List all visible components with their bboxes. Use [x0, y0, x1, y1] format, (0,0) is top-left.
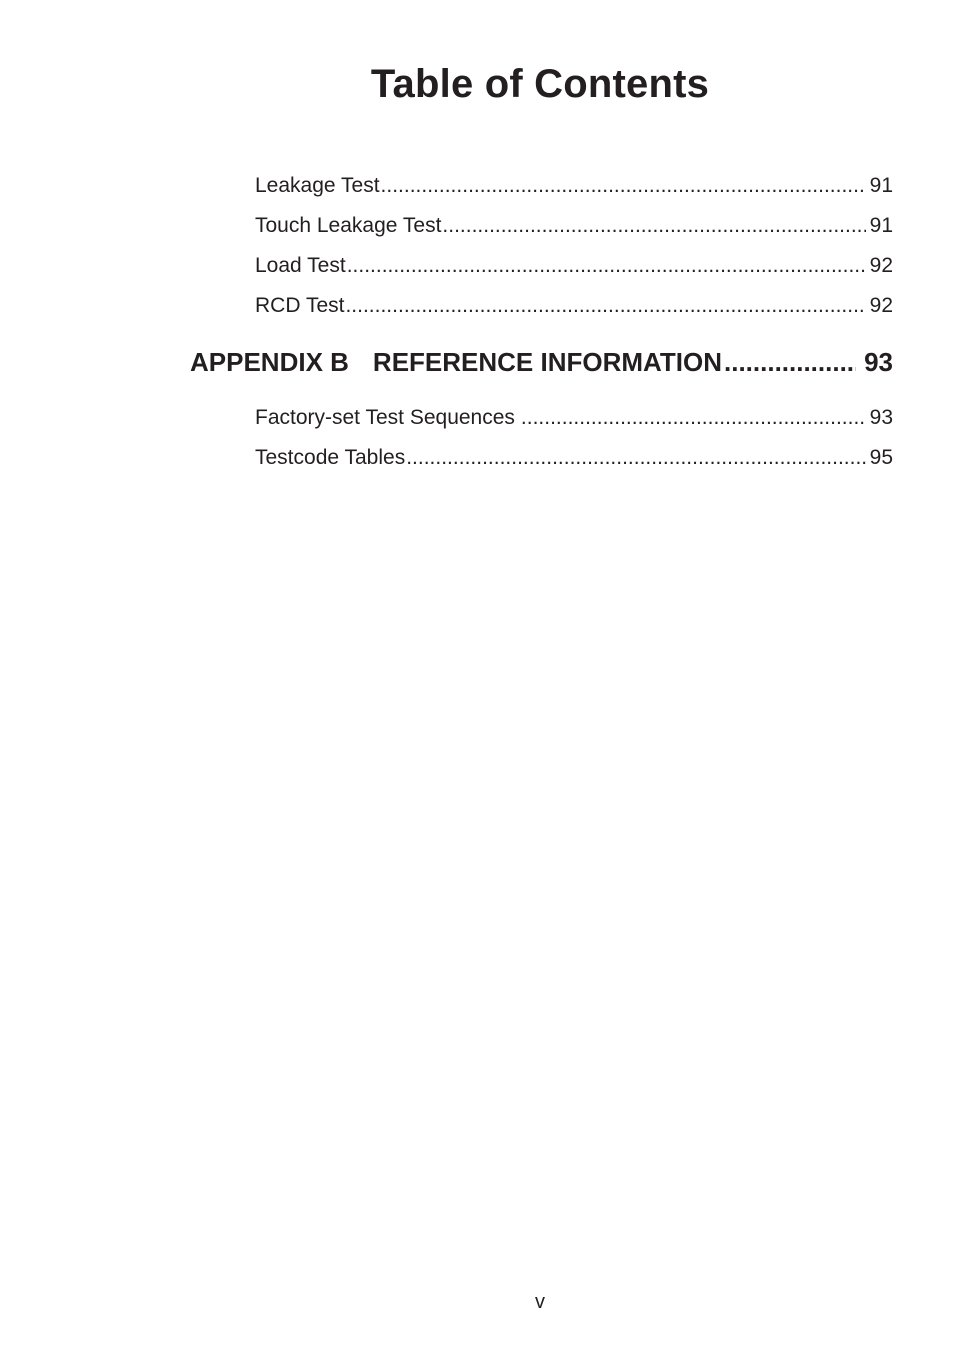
toc-entry-label: Testcode Tables: [255, 446, 406, 469]
toc-appendix-heading[interactable]: [190, 346, 893, 378]
toc-entry[interactable]: [255, 213, 893, 239]
toc-entry-page: 95: [869, 446, 893, 469]
toc-entry[interactable]: [255, 173, 893, 199]
toc-entry[interactable]: [255, 445, 893, 471]
toc-entry-page: 92: [869, 294, 893, 317]
appendix-title: REFERENCE INFORMATION: [372, 347, 722, 377]
toc-entry-label: Load Test: [255, 254, 346, 277]
toc-entry-label: Touch Leakage Test: [255, 214, 442, 237]
dot-leader: [406, 445, 865, 471]
page-number: v: [535, 1291, 545, 1313]
toc-entry-page: 92: [869, 254, 893, 277]
dot-leader: [347, 253, 866, 279]
toc-entry-label: Leakage Test: [255, 174, 380, 197]
dot-leader: [521, 405, 866, 431]
dot-leader: [442, 213, 865, 239]
toc-entry-page: 93: [869, 406, 893, 429]
toc-entry[interactable]: [255, 405, 893, 431]
toc-entry-label: Factory-set Test Sequences: [255, 406, 515, 429]
toc-entry[interactable]: [255, 293, 893, 319]
appendix-number: APPENDIX B: [190, 347, 349, 377]
appendix-page: 93: [864, 347, 893, 377]
dot-leader: [381, 173, 866, 199]
toc-entry-page: 91: [869, 214, 893, 237]
toc-entry-page: 91: [869, 174, 893, 197]
dot-leader: [345, 293, 865, 319]
page-title: Table of Contents: [370, 62, 710, 106]
dot-leader: [724, 346, 856, 378]
toc-entry[interactable]: [255, 253, 893, 279]
toc-entry-label: RCD Test: [255, 294, 345, 317]
